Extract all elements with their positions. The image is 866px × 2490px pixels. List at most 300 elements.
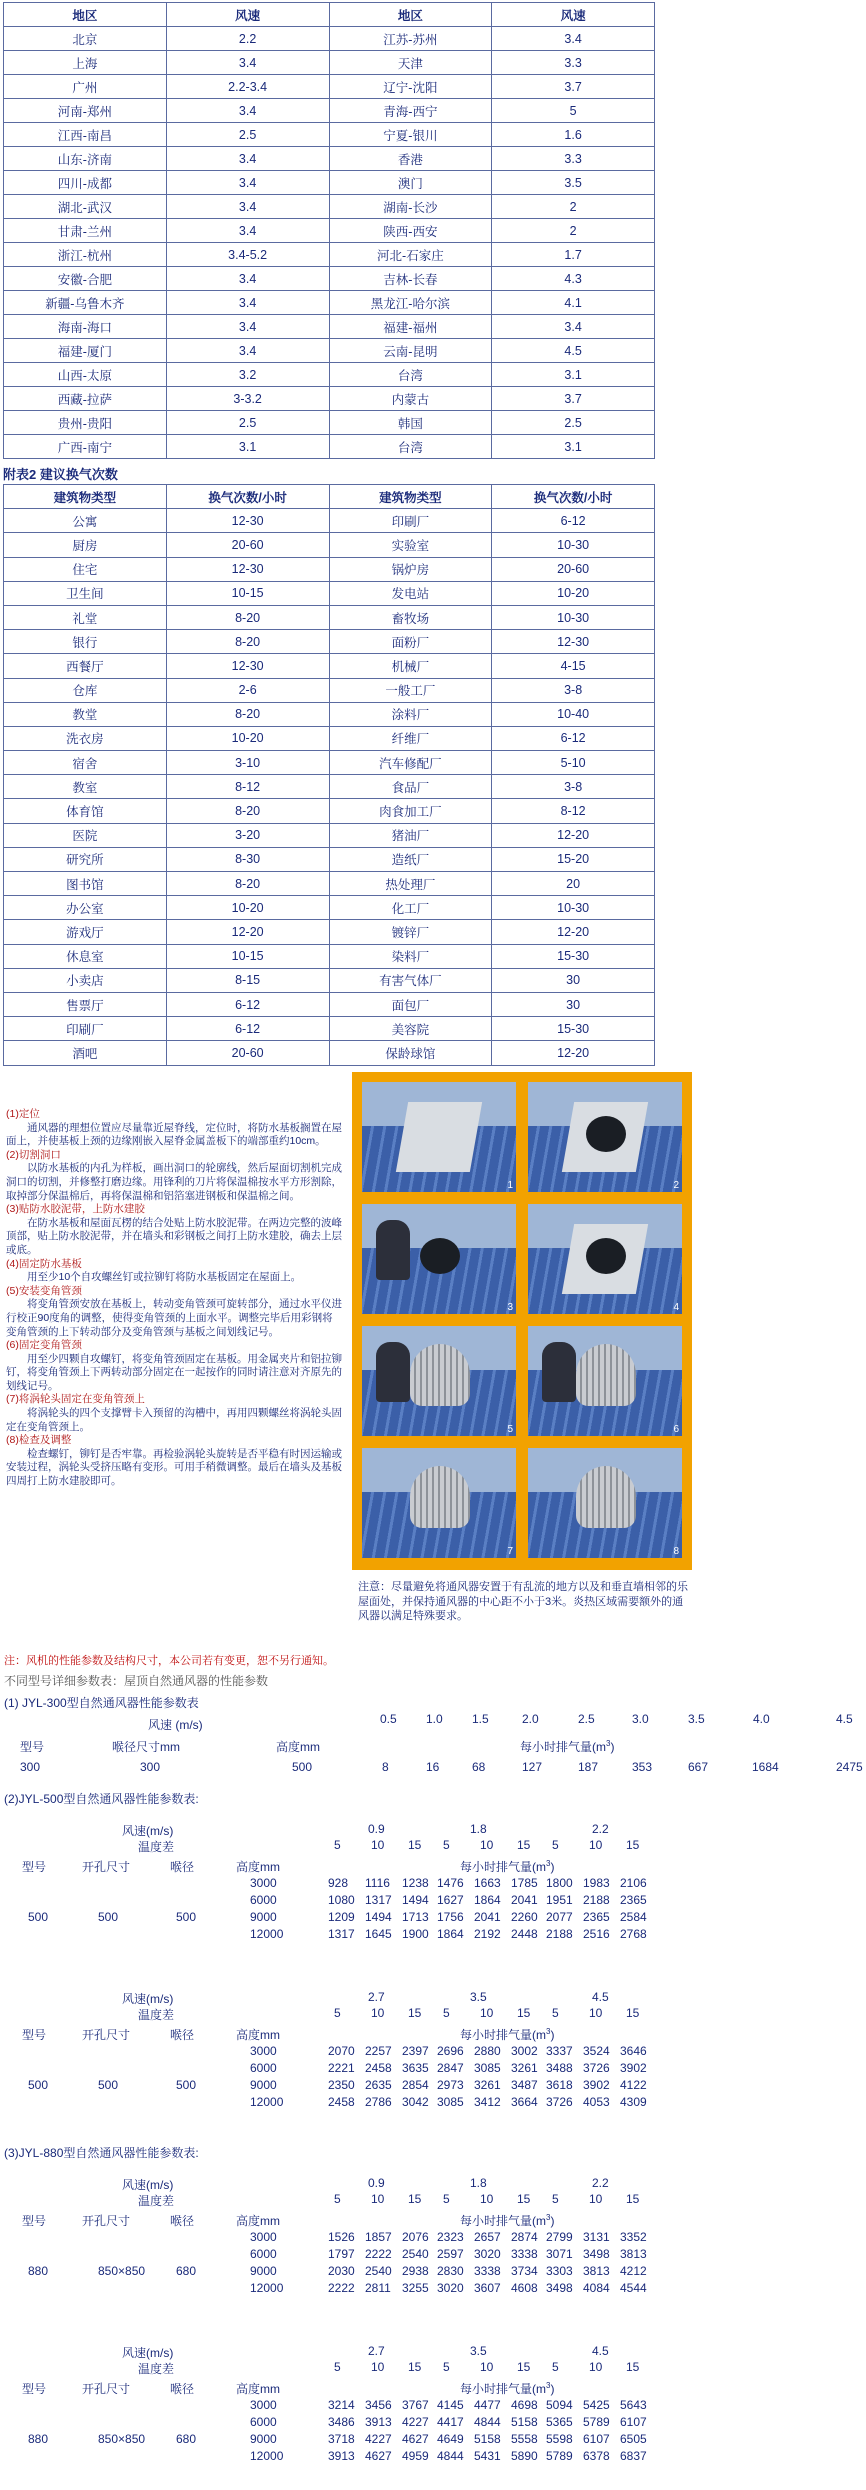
wind-table-cell: 1.6 <box>492 123 655 147</box>
air-change-table-cell: 8-12 <box>166 775 329 799</box>
air-change-table-cell: 住宅 <box>4 557 167 581</box>
air-change-table-row <box>4 702 655 726</box>
installation-photo <box>362 1448 516 1558</box>
temp-diff-value: 10 <box>371 2192 385 2206</box>
flow-value: 3002 <box>511 2044 538 2058</box>
col-model: 型号 <box>22 2028 47 2042</box>
superscript: 3 <box>606 1739 611 1748</box>
air-change-table-cell: 图书馆 <box>4 872 167 896</box>
wind-table-cell: 3.4 <box>166 267 329 291</box>
flow-value: 353 <box>632 1760 653 1774</box>
air-change-table-cell: 美容院 <box>329 1017 492 1041</box>
jyl880-title: (3)JYL-880型自然通风器性能参数表: <box>4 2146 199 2160</box>
wind-table-cell: 3.1 <box>166 435 329 459</box>
flow-value: 6378 <box>583 2449 610 2463</box>
air-change-table-row <box>4 823 655 847</box>
flow-value: 1951 <box>546 1893 573 1907</box>
temp-diff-value: 10 <box>480 2006 494 2020</box>
wind-table-cell: 福建-厦门 <box>4 339 167 363</box>
wind-table-row <box>4 171 655 195</box>
flow-value: 1317 <box>328 1927 355 1941</box>
air-change-table-cell: 12-30 <box>166 509 329 533</box>
wind-table-cell: 四川-成都 <box>4 171 167 195</box>
photo-number: 7 <box>507 1546 513 1557</box>
wind-table-cell: 3.4 <box>166 219 329 243</box>
flow-value: 6505 <box>620 2432 647 2446</box>
temp-diff-value: 15 <box>517 2006 531 2020</box>
flow-value: 187 <box>578 1760 599 1774</box>
flow-value: 1900 <box>402 1927 429 1941</box>
flow-value: 5789 <box>583 2415 610 2429</box>
air-change-table-row <box>4 581 655 605</box>
temp-diff-label: 温度差 <box>138 2008 175 2022</box>
step-body: 用至少10个自攻螺丝钉或拉铆钉将防水基板固定在屋面上。 <box>27 1271 302 1284</box>
flow-value: 928 <box>328 1876 349 1890</box>
superscript: 3 <box>546 2381 551 2390</box>
height-value: 9000 <box>250 2264 277 2278</box>
ventilation-table-title: 附表2 建议换气次数 <box>3 467 118 482</box>
flow-value: 4544 <box>620 2281 647 2295</box>
wind-table-cell: 3.1 <box>492 363 655 387</box>
photo-number: 2 <box>673 1180 679 1191</box>
wind-table-cell: 3.4 <box>166 147 329 171</box>
air-change-table-row <box>4 533 655 557</box>
step-title: (5)安装变角管颈 <box>6 1284 82 1297</box>
air-change-table-cell: 10-20 <box>492 581 655 605</box>
air-change-table-cell: 12-30 <box>492 630 655 654</box>
col-throat: 喉径尺寸mm <box>112 1740 180 1754</box>
air-change-table-cell: 12-20 <box>492 1041 655 1065</box>
wind-table-cell: 2.5 <box>492 411 655 435</box>
air-change-table-cell: 6-12 <box>492 726 655 750</box>
air-change-table-cell: 10-40 <box>492 702 655 726</box>
air-change-table-cell: 西餐厅 <box>4 654 167 678</box>
flow-value: 2811 <box>365 2281 391 2295</box>
flow-value: 4227 <box>402 2415 429 2429</box>
air-change-table-cell: 镀锌厂 <box>329 920 492 944</box>
air-change-table-row <box>4 775 655 799</box>
flow-value: 4227 <box>365 2432 392 2446</box>
flow-value: 2448 <box>511 1927 538 1941</box>
air-change-table-cell: 仓库 <box>4 678 167 702</box>
performance-subtitle: 不同型号详细参数表：屋顶自然通风器的性能参数 <box>4 1674 269 1688</box>
flow-value: 6107 <box>620 2415 647 2429</box>
wind-table-row <box>4 291 655 315</box>
wind-table-cell: 青海-西宁 <box>329 99 492 123</box>
wind-table-cell: 3.3 <box>492 51 655 75</box>
temp-diff-value: 10 <box>371 1838 385 1852</box>
air-change-table-cell: 办公室 <box>4 896 167 920</box>
wind-table-cell: 3.4 <box>166 51 329 75</box>
step-title: (2)切割洞口 <box>6 1148 61 1161</box>
wind-table-cell: 西藏-拉萨 <box>4 387 167 411</box>
temp-diff-value: 10 <box>480 2360 494 2374</box>
air-change-table-row <box>4 896 655 920</box>
temp-diff-value: 10 <box>480 2192 494 2206</box>
flow-value: 3635 <box>402 2061 429 2075</box>
flow-value: 3131 <box>583 2230 610 2244</box>
photo-number: 5 <box>507 1424 513 1435</box>
wind-speed-label: 风速(m/s) <box>122 2178 174 2192</box>
temp-diff-value: 5 <box>443 2192 450 2206</box>
wind-table-cell: 3.2 <box>166 363 329 387</box>
flow-value: 2847 <box>437 2061 464 2075</box>
installation-photo <box>362 1326 516 1436</box>
wind-table-row <box>4 51 655 75</box>
air-change-table-cell: 3-8 <box>492 775 655 799</box>
air-change-table-cell: 面粉厂 <box>329 630 492 654</box>
air-change-table-row <box>4 557 655 581</box>
wind-table-row <box>4 27 655 51</box>
height-value: 500 <box>292 1760 313 1774</box>
flow-value: 3338 <box>511 2247 538 2261</box>
air-change-table-cell: 热处理厂 <box>329 872 492 896</box>
air-change-table-cell: 8-20 <box>166 872 329 896</box>
flow-value: 6107 <box>583 2432 610 2446</box>
wind-speed-value: 3.5 <box>688 1712 705 1726</box>
flow-value: 3726 <box>583 2061 610 2075</box>
flow-value: 1526 <box>328 2230 355 2244</box>
height-value: 12000 <box>250 2449 284 2463</box>
photo-number: 6 <box>673 1424 679 1435</box>
wind-table-cell: 宁夏-银川 <box>329 123 492 147</box>
model-value: 880 <box>28 2432 49 2446</box>
flow-value: 3214 <box>328 2398 355 2412</box>
wind-table-row <box>4 387 655 411</box>
wind-table-cell: 1.7 <box>492 243 655 267</box>
flow-value: 4417 <box>437 2415 464 2429</box>
wind-speed-value: 2.5 <box>578 1712 595 1726</box>
col-open: 开孔尺寸 <box>82 2214 131 2228</box>
flow-value: 2799 <box>546 2230 573 2244</box>
air-change-table-cell: 厨房 <box>4 533 167 557</box>
temp-diff-value: 5 <box>552 2006 559 2020</box>
air-change-table-cell: 10-30 <box>492 533 655 557</box>
height-value: 12000 <box>250 1927 284 1941</box>
col-open: 开孔尺寸 <box>82 2028 131 2042</box>
wind-table-cell: 3.7 <box>492 387 655 411</box>
flow-value: 2475 <box>836 1760 863 1774</box>
wind-table-header: 风速 <box>166 3 329 27</box>
air-change-table-cell: 8-20 <box>166 630 329 654</box>
open-value: 500 <box>98 2078 119 2092</box>
flow-value: 3664 <box>511 2095 538 2109</box>
wind-table-row <box>4 435 655 459</box>
wind-table-row <box>4 147 655 171</box>
flow-value: 2938 <box>402 2264 429 2278</box>
air-change-table-cell: 20 <box>492 872 655 896</box>
wind-table-cell: 天津 <box>329 51 492 75</box>
flow-value: 4959 <box>402 2449 429 2463</box>
air-change-table-cell: 12-20 <box>492 823 655 847</box>
height-value: 6000 <box>250 2247 277 2261</box>
wind-table-cell: 3.4 <box>166 291 329 315</box>
air-change-table-cell: 纤维厂 <box>329 726 492 750</box>
flow-label: 每小时排气量$(m^3)$ <box>460 2213 555 2228</box>
flow-value: 2257 <box>365 2044 392 2058</box>
temp-diff-value: 15 <box>517 2192 531 2206</box>
flow-value: 1627 <box>437 1893 464 1907</box>
flow-value: 5789 <box>546 2449 573 2463</box>
air-change-table-cell: 3-20 <box>166 823 329 847</box>
wind-speed-value: 4.0 <box>753 1712 770 1726</box>
air-change-table-cell: 10-30 <box>492 605 655 629</box>
installation-photo <box>528 1082 682 1192</box>
throat-value: 680 <box>176 2264 197 2278</box>
step-title: (7)将涡轮头固定在变角管颈上 <box>6 1393 145 1406</box>
flow-value: 1797 <box>328 2247 355 2261</box>
wind-table-cell: 4.1 <box>492 291 655 315</box>
turbine-vent <box>576 1344 636 1406</box>
flow-value: 2041 <box>511 1893 538 1907</box>
superscript: 3 <box>546 2027 551 2036</box>
air-change-table-row <box>4 944 655 968</box>
wind-speed-value: 4.5 <box>592 2344 609 2358</box>
air-change-table-cell: 涂料厂 <box>329 702 492 726</box>
air-change-table-cell: 8-20 <box>166 605 329 629</box>
temp-diff-value: 15 <box>408 2006 422 2020</box>
air-change-table-cell: 银行 <box>4 630 167 654</box>
height-value: 6000 <box>250 2415 277 2429</box>
worker <box>542 1342 576 1402</box>
flow-value: 3726 <box>546 2095 573 2109</box>
wind-table-cell: 3.4 <box>166 195 329 219</box>
air-change-table-row <box>4 509 655 533</box>
air-change-table-cell: 面包厂 <box>329 992 492 1016</box>
throat-value: 300 <box>140 1760 161 1774</box>
flow-value: 4053 <box>583 2095 610 2109</box>
air-change-table-cell: 8-15 <box>166 968 329 992</box>
flow-value: 4627 <box>365 2449 392 2463</box>
air-change-table-cell: 化工厂 <box>329 896 492 920</box>
air-change-table-row <box>4 678 655 702</box>
flow-value: 4145 <box>437 2398 464 2412</box>
flow-value: 3338 <box>474 2264 501 2278</box>
air-change-table-row <box>4 872 655 896</box>
wind-table-cell: 3.4 <box>492 27 655 51</box>
roof-opening <box>420 1238 460 1274</box>
col-model: 型号 <box>22 2382 47 2396</box>
flow-value: 1864 <box>474 1893 501 1907</box>
flow-value: 3618 <box>546 2078 573 2092</box>
air-change-table-cell: 4-15 <box>492 654 655 678</box>
flow-value: 4844 <box>437 2449 464 2463</box>
air-change-table-cell: 10-30 <box>492 896 655 920</box>
flow-value: 2540 <box>402 2247 429 2261</box>
wind-table-row <box>4 195 655 219</box>
model-value: 300 <box>20 1760 41 1774</box>
step-title: (6)固定变角管颈 <box>6 1339 82 1352</box>
air-change-table-cell: 一般工厂 <box>329 678 492 702</box>
flow-value: 2070 <box>328 2044 355 2058</box>
step-body: 在防水基板和屋面瓦楞的结合处贴上防水胶泥带。在两边完整的波峰顶部，贴上防水胶泥带，并在墙头和彩钢板之间打上防水建胶，确去上层或底。 <box>6 1216 342 1256</box>
air-change-table-cell: 3-10 <box>166 751 329 775</box>
flow-value: 3085 <box>474 2061 501 2075</box>
wind-table-cell: 黑龙江-哈尔滨 <box>329 291 492 315</box>
wind-table-cell: 3.4-5.2 <box>166 243 329 267</box>
flow-value: 2041 <box>474 1910 501 1924</box>
air-change-table-cell: 30 <box>492 968 655 992</box>
wind-table-cell: 广西-南宁 <box>4 435 167 459</box>
air-change-table-cell: 15-30 <box>492 944 655 968</box>
flow-value: 2584 <box>620 1910 647 1924</box>
air-change-table-header: 换气次数/小时 <box>166 485 329 509</box>
wind-table-row <box>4 219 655 243</box>
wind-table-cell: 3.3 <box>492 147 655 171</box>
wind-table-row <box>4 75 655 99</box>
wind-table-row <box>4 267 655 291</box>
wind-speed-value: 3.0 <box>632 1712 649 1726</box>
air-change-table-cell: 礼堂 <box>4 605 167 629</box>
flow-value: 2635 <box>365 2078 392 2092</box>
wind-table-cell: 3.4 <box>166 315 329 339</box>
air-change-table-cell: 研究所 <box>4 847 167 871</box>
wind-table-cell: 上海 <box>4 51 167 75</box>
air-change-table-row <box>4 992 655 1016</box>
flow-value: 2030 <box>328 2264 355 2278</box>
air-change-table-cell: 医院 <box>4 823 167 847</box>
air-change-table-cell: 实验室 <box>329 533 492 557</box>
flow-value: 5558 <box>511 2432 538 2446</box>
flow-value: 2397 <box>402 2044 429 2058</box>
temp-diff-value: 10 <box>371 2006 385 2020</box>
temp-diff-value: 15 <box>408 2192 422 2206</box>
height-value: 9000 <box>250 1910 277 1924</box>
air-change-table-cell: 12-30 <box>166 654 329 678</box>
air-change-table-cell: 猪油厂 <box>329 823 492 847</box>
step-body: 检查螺钉，铆钉是否牢靠。再检验涡轮头旋转是否平稳有时因运输或安装过程，涡轮头受挤压略有变形。可用手稍微调整。最后在墙头及基板四周打上防水建胶即可。 <box>6 1447 342 1488</box>
flow-value: 2516 <box>583 1927 610 1941</box>
flow-value: 2350 <box>328 2078 355 2092</box>
base-plate <box>396 1102 482 1172</box>
air-change-table-cell: 3-8 <box>492 678 655 702</box>
flow-value: 3337 <box>546 2044 573 2058</box>
height-value: 3000 <box>250 2398 277 2412</box>
col-height: 高度mm <box>276 1740 320 1754</box>
wind-table-cell: 甘肃-兰州 <box>4 219 167 243</box>
wind-table-row <box>4 123 655 147</box>
flow-value: 3902 <box>583 2078 610 2092</box>
step-title: (4)固定防水基板 <box>6 1257 82 1270</box>
air-change-table-cell: 印刷厂 <box>4 1017 167 1041</box>
wind-table-header: 地区 <box>329 3 492 27</box>
installation-section <box>0 1064 866 1644</box>
col-height: 高度mm <box>236 2214 280 2228</box>
flow-value: 2365 <box>620 1893 647 1907</box>
wind-speed-value: 2.0 <box>522 1712 539 1726</box>
flow-value: 1663 <box>474 1876 501 1890</box>
temp-diff-value: 15 <box>626 2192 640 2206</box>
col-model: 型号 <box>22 2214 47 2228</box>
col-open: 开孔尺寸 <box>82 1860 131 1874</box>
air-change-table-cell: 15-30 <box>492 1017 655 1041</box>
wind-table-cell: 安徽-合肥 <box>4 267 167 291</box>
model-value: 500 <box>28 2078 49 2092</box>
flow-value: 127 <box>522 1760 543 1774</box>
temp-diff-value: 15 <box>626 1838 640 1852</box>
air-change-table-cell: 有害气体厂 <box>329 968 492 992</box>
wind-table-cell: 3-3.2 <box>166 387 329 411</box>
flow-value: 1864 <box>437 1927 464 1941</box>
col-open: 开孔尺寸 <box>82 2382 131 2396</box>
installation-photo <box>528 1326 682 1436</box>
wind-table-cell: 3.1 <box>492 435 655 459</box>
step-body: 用至少四颗自攻螺钉，将变角管颈固定在基板。用金属夹片和铝拉铆钉，将变角管颈上下两转动部分固定在一起按作的同时请注意对齐原先的划线记号。 <box>6 1352 342 1392</box>
wind-speed-value: 2.2 <box>592 2176 609 2190</box>
wind-table-row <box>4 315 655 339</box>
wind-speed-value: 0.9 <box>368 2176 385 2190</box>
height-value: 12000 <box>250 2095 284 2109</box>
flow-value: 2076 <box>402 2230 429 2244</box>
flow-value: 1684 <box>752 1760 779 1774</box>
air-change-table-cell: 12-30 <box>166 557 329 581</box>
air-change-table-cell: 10-15 <box>166 581 329 605</box>
wind-table-cell: 陕西-西安 <box>329 219 492 243</box>
step-body: 通风器的理想位置应尽量靠近屋脊线，定位时，将防水基板搁置在屋面上，并使基板上颈的边缘刚嵌入屋脊金属盖板下的端部重约10cm。 <box>6 1121 342 1148</box>
flow-value: 3767 <box>402 2398 429 2412</box>
flow-value: 2188 <box>546 1927 573 1941</box>
open-value: 500 <box>98 1910 119 1924</box>
wind-table-cell: 澳门 <box>329 171 492 195</box>
flow-value: 3303 <box>546 2264 573 2278</box>
flow-value: 3042 <box>402 2095 429 2109</box>
throat-value: 500 <box>176 1910 197 1924</box>
height-value: 6000 <box>250 1893 277 1907</box>
air-change-table-header: 换气次数/小时 <box>492 485 655 509</box>
wind-table-cell: 韩国 <box>329 411 492 435</box>
flow-value: 2192 <box>474 1927 501 1941</box>
wind-table-cell: 山西-太原 <box>4 363 167 387</box>
flow-value: 1857 <box>365 2230 392 2244</box>
temp-diff-value: 10 <box>371 2360 385 2374</box>
flow-value: 1785 <box>511 1876 538 1890</box>
flow-value: 5158 <box>511 2415 538 2429</box>
flow-value: 3261 <box>474 2078 501 2092</box>
flow-value: 2222 <box>365 2247 392 2261</box>
step-body: 将涡轮头的四个支撑臂卡入预留的沟槽中，再用四颗螺丝将涡轮头固定在变角管颈上。 <box>6 1407 342 1433</box>
jyl500-title: (2)JYL-500型自然通风器性能参数表: <box>4 1792 199 1806</box>
flow-value: 5431 <box>474 2449 501 2463</box>
air-change-table <box>3 484 655 1066</box>
flow-value: 3607 <box>474 2281 501 2295</box>
flow-value: 4212 <box>620 2264 647 2278</box>
installation-photo <box>528 1204 682 1314</box>
wind-speed-label: 风速(m/s) <box>122 1992 174 2006</box>
turbine-vent <box>410 1344 470 1406</box>
temp-diff-value: 5 <box>334 1838 341 1852</box>
wind-table-cell: 河北-石家庄 <box>329 243 492 267</box>
flow-value: 1494 <box>402 1893 429 1907</box>
air-change-table-cell: 发电站 <box>329 581 492 605</box>
temp-diff-label: 温度差 <box>138 1840 175 1854</box>
col-throat: 喉径 <box>170 2214 195 2228</box>
superscript: 3 <box>546 1859 551 1868</box>
flow-value: 2597 <box>437 2247 464 2261</box>
flow-value: 1116 <box>365 1876 390 1890</box>
flow-value: 2880 <box>474 2044 501 2058</box>
model-value: 500 <box>28 1910 49 1924</box>
col-height: 高度mm <box>236 2382 280 2396</box>
air-change-table-row <box>4 605 655 629</box>
air-change-table-cell: 游戏厅 <box>4 920 167 944</box>
flow-value: 3913 <box>365 2415 392 2429</box>
height-value: 12000 <box>250 2281 284 2295</box>
installation-photo-grid <box>352 1072 692 1570</box>
wind-table-row <box>4 339 655 363</box>
temp-diff-value: 5 <box>334 2360 341 2374</box>
temp-diff-value: 5 <box>552 1838 559 1852</box>
temp-diff-value: 15 <box>626 2360 640 2374</box>
